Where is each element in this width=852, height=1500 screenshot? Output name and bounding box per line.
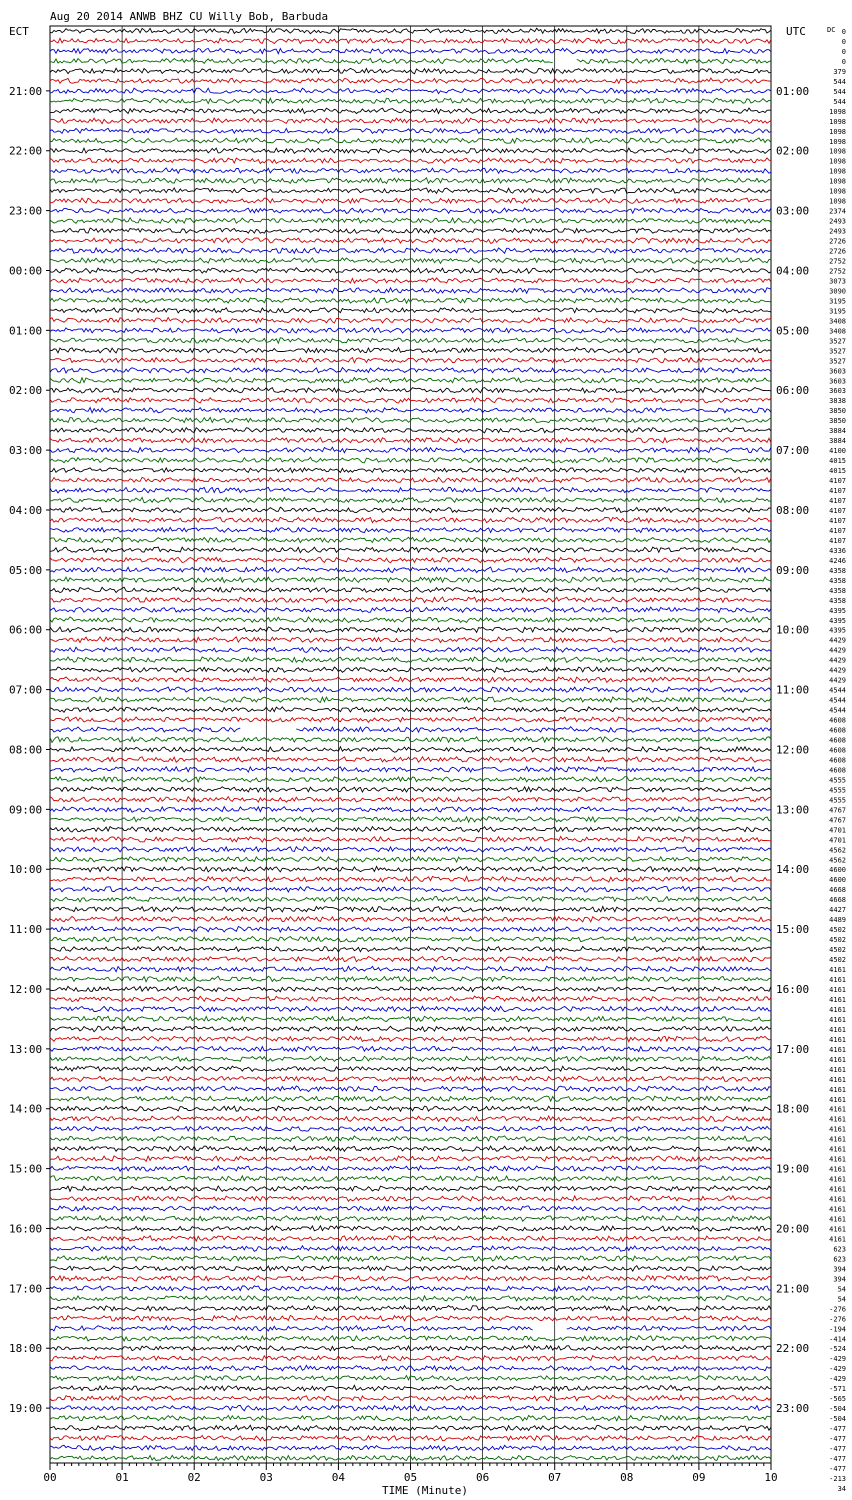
x-tick-label: 08: [620, 1471, 634, 1484]
dc-offset-label: 2493: [829, 227, 846, 236]
dc-offset-label: 4161: [829, 1005, 846, 1014]
dc-offset-label: 34: [837, 1484, 846, 1493]
dc-offset-label: 4161: [829, 1205, 846, 1214]
left-hour-label: 08:00: [9, 743, 43, 757]
dc-offset-label: 3195: [829, 297, 846, 306]
dc-offset-label: 3090: [829, 287, 846, 296]
dc-offset-label: -477: [829, 1445, 846, 1454]
right-hour-label: 05:00: [776, 324, 810, 338]
dc-offset-label: -477: [829, 1435, 846, 1444]
dc-offset-label: -571: [829, 1385, 846, 1394]
x-tick-label: 07: [548, 1471, 562, 1484]
right-hour-label: 09:00: [776, 563, 810, 577]
dc-offset-label: 4107: [829, 487, 846, 496]
dc-offset-label: 623: [833, 1245, 846, 1254]
dc-offset-label: -194: [829, 1325, 846, 1334]
dc-offset-label: 544: [833, 97, 846, 106]
dc-offset-label: 4701: [829, 836, 846, 845]
dc-offset-label: 1098: [829, 137, 846, 146]
left-hour-label: 06:00: [9, 623, 43, 637]
left-hour-label: 19:00: [9, 1402, 43, 1416]
dc-offset-label: 2374: [829, 207, 846, 216]
dc-offset-label: 4600: [829, 866, 846, 875]
dc-offset-label: 4161: [829, 1015, 846, 1024]
right-hour-label: 10:00: [776, 623, 810, 637]
dc-offset-label: 3527: [829, 357, 846, 366]
dc-offset-label: 1098: [829, 187, 846, 196]
dc-offset-label: 4161: [829, 1125, 846, 1134]
right-hour-label: 12:00: [776, 743, 810, 757]
dc-offset-label: -504: [829, 1415, 846, 1424]
x-tick-label: 03: [259, 1471, 273, 1484]
dc-offset-label: 4608: [829, 766, 846, 775]
dc-offset-label: 379: [833, 67, 846, 76]
dc-offset-label: 544: [833, 77, 846, 86]
dc-offset-label: 3884: [829, 437, 846, 446]
dc-offset-label: 4161: [829, 1235, 846, 1244]
left-hour-label: 17:00: [9, 1282, 43, 1296]
dc-offset-label: 3838: [829, 397, 846, 406]
chart-title: Aug 20 2014 ANWB BHZ CU Willy Bob, Barbuda: [50, 10, 329, 23]
dc-offset-label: 3527: [829, 347, 846, 356]
dc-offset-label: 4161: [829, 1065, 846, 1074]
dc-offset-label: 4107: [829, 497, 846, 506]
left-hour-label: 16:00: [9, 1222, 43, 1236]
dc-offset-label: -504: [829, 1405, 846, 1414]
left-hour-label: 03:00: [9, 444, 43, 458]
x-tick-label: 09: [692, 1471, 706, 1484]
dc-offset-label: 0: [841, 57, 846, 66]
dc-offset-label: 4161: [829, 1145, 846, 1154]
dc-offset-label: 4608: [829, 736, 846, 745]
dc-offset-label: 4555: [829, 786, 846, 795]
dc-offset-label: 4161: [829, 1105, 846, 1114]
dc-offset-label: 54: [837, 1295, 846, 1304]
dc-offset-label: 4429: [829, 636, 846, 645]
dc-offset-label: 4544: [829, 696, 846, 705]
dc-offset-label: 4502: [829, 946, 846, 955]
dc-offset-label: 394: [833, 1275, 846, 1284]
dc-offset-label: 4502: [829, 926, 846, 935]
left-hour-label: 09:00: [9, 803, 43, 817]
dc-offset-label: 1098: [829, 107, 846, 116]
dc-offset-label: 4107: [829, 477, 846, 486]
dc-offset-label: 4502: [829, 936, 846, 945]
dc-offset-label: 4502: [829, 956, 846, 965]
dc-offset-label: 4107: [829, 536, 846, 545]
dc-offset-label: 4555: [829, 776, 846, 785]
dc-offset-label: 4608: [829, 716, 846, 725]
right-hour-label: 03:00: [776, 204, 810, 218]
dc-offset-label: 3850: [829, 417, 846, 426]
dc-offset-label: 54: [837, 1285, 846, 1294]
dc-offset-label: 4336: [829, 546, 846, 555]
right-hour-label: 23:00: [776, 1402, 810, 1416]
dc-offset-label: 4161: [829, 1075, 846, 1084]
right-hour-label: 21:00: [776, 1282, 810, 1296]
dc-offset-label: 3850: [829, 407, 846, 416]
dc-offset-label: 4107: [829, 506, 846, 515]
dc-offset-label: 4161: [829, 1045, 846, 1054]
dc-offset-label: 0: [841, 27, 846, 36]
dc-offset-label: 4161: [829, 1115, 846, 1124]
dc-offset-label: 4608: [829, 726, 846, 735]
dc-offset-label: -429: [829, 1375, 846, 1384]
dc-header-label: DC: [827, 26, 836, 34]
dc-offset-label: 4161: [829, 1035, 846, 1044]
right-hour-label: 18:00: [776, 1102, 810, 1116]
dc-offset-label: 1098: [829, 147, 846, 156]
dc-offset-label: 1098: [829, 177, 846, 186]
right-hour-label: 13:00: [776, 803, 810, 817]
dc-offset-label: 3073: [829, 277, 846, 286]
right-hour-label: 15:00: [776, 923, 810, 937]
x-tick-label: 05: [403, 1471, 418, 1484]
dc-offset-label: -429: [829, 1365, 846, 1374]
right-hour-label: 11:00: [776, 683, 810, 697]
left-hour-label: 12:00: [9, 982, 43, 996]
dc-offset-label: 4161: [829, 1165, 846, 1174]
x-tick-label: 10: [764, 1471, 778, 1484]
left-hour-label: 14:00: [9, 1102, 43, 1116]
right-hour-label: 06:00: [776, 384, 810, 398]
dc-offset-label: 2493: [829, 217, 846, 226]
x-tick-label: 01: [115, 1471, 129, 1484]
right-hour-label: 04:00: [776, 264, 810, 278]
dc-offset-label: 4161: [829, 1175, 846, 1184]
dc-offset-label: -477: [829, 1464, 846, 1473]
dc-offset-label: -213: [829, 1474, 846, 1483]
dc-offset-label: 1098: [829, 157, 846, 166]
right-hour-label: 16:00: [776, 982, 810, 996]
right-hour-label: 17:00: [776, 1042, 810, 1056]
dc-offset-label: 4107: [829, 516, 846, 525]
dc-offset-label: 4668: [829, 896, 846, 905]
dc-offset-label: -276: [829, 1305, 846, 1314]
right-hour-label: 02:00: [776, 144, 810, 158]
dc-offset-label: 4358: [829, 586, 846, 595]
right-hour-label: 08:00: [776, 503, 810, 517]
left-timezone-label: ECT: [9, 25, 29, 38]
dc-offset-label: -477: [829, 1425, 846, 1434]
left-hour-label: 21:00: [9, 84, 43, 98]
dc-offset-label: 394: [833, 1265, 846, 1274]
dc-offset-label: 0: [841, 37, 846, 46]
dc-offset-label: 4608: [829, 756, 846, 765]
dc-offset-label: 3408: [829, 327, 846, 336]
dc-offset-label: 2726: [829, 237, 846, 246]
left-hour-label: 07:00: [9, 683, 43, 697]
dc-offset-label: 4600: [829, 876, 846, 885]
dc-offset-label: 2752: [829, 257, 846, 266]
dc-offset-label: 1098: [829, 197, 846, 206]
left-hour-label: 00:00: [9, 264, 43, 278]
dc-offset-label: 4161: [829, 1085, 846, 1094]
dc-offset-label: 4429: [829, 656, 846, 665]
dc-offset-label: 2752: [829, 267, 846, 276]
dc-offset-label: 4161: [829, 976, 846, 985]
dc-offset-label: 4107: [829, 526, 846, 535]
dc-offset-label: 4395: [829, 606, 846, 615]
left-hour-label: 04:00: [9, 503, 43, 517]
dc-offset-label: 1098: [829, 127, 846, 136]
dc-offset-label: 4429: [829, 646, 846, 655]
dc-offset-label: 3408: [829, 317, 846, 326]
dc-offset-label: 4395: [829, 616, 846, 625]
dc-offset-label: 2726: [829, 247, 846, 256]
right-hour-label: 19:00: [776, 1162, 810, 1176]
dc-offset-label: -524: [829, 1345, 846, 1354]
dc-offset-label: 4562: [829, 856, 846, 865]
dc-offset-label: -477: [829, 1455, 846, 1464]
dc-offset-label: 4161: [829, 1025, 846, 1034]
right-timezone-label: UTC: [786, 25, 806, 38]
dc-offset-label: 4161: [829, 966, 846, 975]
dc-offset-label: 4246: [829, 556, 846, 565]
right-hour-label: 07:00: [776, 444, 810, 458]
dc-offset-label: -429: [829, 1355, 846, 1364]
dc-offset-label: 4358: [829, 596, 846, 605]
dc-offset-label: 3603: [829, 387, 846, 396]
dc-offset-label: 4161: [829, 1155, 846, 1164]
left-hour-label: 02:00: [9, 384, 43, 398]
dc-offset-label: 4161: [829, 1095, 846, 1104]
dc-offset-label: 4555: [829, 796, 846, 805]
dc-offset-label: 4427: [829, 906, 846, 915]
dc-offset-label: 4429: [829, 676, 846, 685]
plot-area: [9, 26, 846, 1493]
dc-offset-label: 4668: [829, 886, 846, 895]
left-hour-label: 13:00: [9, 1042, 43, 1056]
x-tick-label: 04: [331, 1471, 346, 1484]
dc-offset-label: 3603: [829, 367, 846, 376]
dc-offset-label: 4161: [829, 1225, 846, 1234]
right-hour-label: 14:00: [776, 863, 810, 877]
left-hour-label: 01:00: [9, 324, 43, 338]
dc-offset-label: 4544: [829, 706, 846, 715]
dc-offset-label: -414: [829, 1335, 846, 1344]
dc-offset-label: 3195: [829, 307, 846, 316]
dc-offset-label: 4358: [829, 566, 846, 575]
x-axis-label: TIME (Minute): [381, 1484, 469, 1497]
dc-offset-label: 4161: [829, 1055, 846, 1064]
left-hour-label: 11:00: [9, 923, 43, 937]
dc-offset-label: 4701: [829, 826, 846, 835]
dc-offset-label: 0: [841, 47, 846, 56]
left-hour-label: 05:00: [9, 563, 43, 577]
left-hour-label: 18:00: [9, 1342, 43, 1356]
dc-offset-label: 4358: [829, 576, 846, 585]
dc-offset-label: 4161: [829, 1195, 846, 1204]
dc-offset-label: 1098: [829, 167, 846, 176]
dc-offset-label: 3603: [829, 377, 846, 386]
dc-offset-label: 4767: [829, 806, 846, 815]
dc-offset-label: 4767: [829, 816, 846, 825]
dc-offset-label: 544: [833, 87, 846, 96]
x-tick-label: 02: [187, 1471, 201, 1484]
dc-offset-label: 4161: [829, 1135, 846, 1144]
left-hour-label: 23:00: [9, 204, 43, 218]
dc-offset-label: -276: [829, 1315, 846, 1324]
left-hour-label: 15:00: [9, 1162, 43, 1176]
dc-offset-label: 4489: [829, 916, 846, 925]
dc-offset-label: 4429: [829, 666, 846, 675]
dc-offset-label: 4562: [829, 846, 846, 855]
dc-offset-label: 4161: [829, 1185, 846, 1194]
dc-offset-label: 4608: [829, 746, 846, 755]
dc-offset-label: 4161: [829, 1215, 846, 1224]
x-tick-label: 00: [43, 1471, 57, 1484]
x-tick-label: 06: [475, 1471, 490, 1484]
dc-offset-label: 4100: [829, 447, 846, 456]
left-hour-label: 22:00: [9, 144, 43, 158]
right-hour-label: 22:00: [776, 1342, 810, 1356]
dc-offset-label: 4544: [829, 686, 846, 695]
dc-offset-label: 4015: [829, 457, 846, 466]
right-hour-label: 01:00: [776, 84, 810, 98]
dc-offset-label: 4161: [829, 995, 846, 1004]
dc-offset-label: 623: [833, 1255, 846, 1264]
dc-offset-label: 4161: [829, 985, 846, 994]
dc-offset-label: 4395: [829, 626, 846, 635]
dc-offset-label: 1098: [829, 117, 846, 126]
right-hour-label: 20:00: [776, 1222, 810, 1236]
dc-offset-label: 3884: [829, 427, 846, 436]
dc-offset-label: 3527: [829, 337, 846, 346]
dc-offset-label: 4015: [829, 467, 846, 476]
dc-offset-label: -565: [829, 1395, 846, 1404]
left-hour-label: 10:00: [9, 863, 43, 877]
